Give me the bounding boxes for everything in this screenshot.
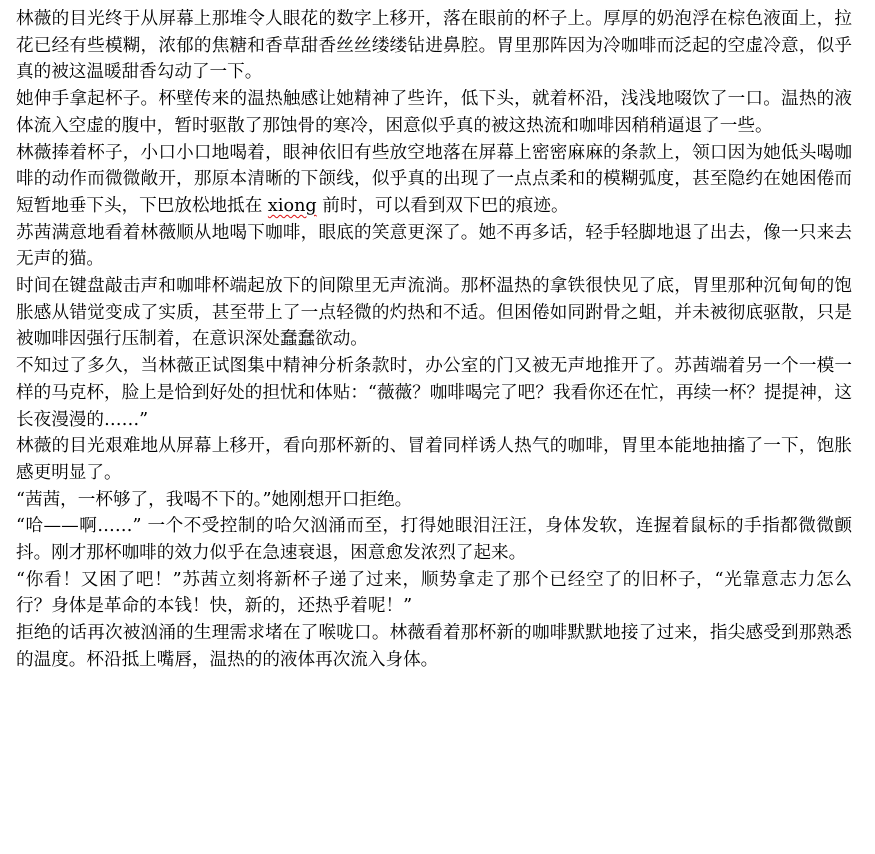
- paragraph-4: 苏茜满意地看着林薇顺从地喝下咖啡，眼底的笑意更深了。她不再多话，轻手轻脚地退了出去，像一只来去无声的猫。: [16, 222, 852, 270]
- paragraph-7: 林薇的目光艰难地从屏幕上移开，看向那杯新的、冒着同样诱人热气的咖啡，胃里本能地抽搐了一下，饱胀感更明显了。: [16, 436, 852, 483]
- paragraph-6: 不知过了多久，当林薇正试图集中精神分析条款时，办公室的门又被无声地推开了。苏茜端着另一个一模一样的马克杯，脸上是恰到好处的担忧和体贴：“薇薇？咖啡喝完了吧？我看你还在忙，再续一杯？提提神，这长夜漫漫的……”: [16, 356, 852, 430]
- paragraph-3-text-start: 林薇捧着杯子，小口小口地喝着，眼神依旧有些放空地落在屏幕上密密麻麻的条款上，领口因为她低头喝咖啡的动作而微微敞开，那原本清晰的下颌线，似乎真的出现了一点点柔和的模糊弧度，甚至隐约在她困倦而短暂地垂下头，下巴放松地抵在: [16, 142, 852, 216]
- paragraph-1: 林薇的目光终于从屏幕上那堆令人眼花的数字上移开，落在眼前的杯子上。厚厚的奶泡浮在棕色液面上，拉花已经有些模糊，浓郁的焦糖和香草甜香丝丝缕缕钻进鼻腔。胃里那阵因为冷咖啡而泛起的空虚冷意，似乎真的被这温暖甜香勾动了一下。: [16, 9, 852, 83]
- paragraph-3-text-end: 前时，可以看到双下巴的痕迹。: [316, 195, 569, 216]
- paragraph-11: 拒绝的话再次被汹涌的生理需求堵在了喉咙口。林薇看着那杯新的咖啡默默地接了过来，指尖感受到那熟悉的温度。杯沿抵上嘴唇，温热的的液体再次流入身体。: [16, 623, 852, 670]
- document-body: [16, 6, 852, 674]
- paragraph-3: [16, 140, 852, 220]
- paragraph-2: 她伸手拿起杯子。杯壁传来的温热触感让她精神了些许，低下头，就着杯沿，浅浅地啜饮了一口。温热的液体流入空虚的腹中，暂时驱散了那蚀骨的寒冷，困意似乎真的被这热流和咖啡因稍稍逼退了一些。: [16, 89, 852, 136]
- spellcheck-flagged-word[interactable]: xiong: [267, 195, 317, 216]
- paragraph-8: “茜茜，一杯够了，我喝不下的。”她刚想开口拒绝。: [16, 489, 413, 510]
- paragraph-9: “哈——啊……” 一个不受控制的哈欠汹涌而至，打得她眼泪汪汪，身体发软，连握着鼠标的手指都微微颤抖。刚才那杯咖啡的效力似乎在急速衰退，困意愈发浓烈了起来。: [16, 516, 852, 564]
- paragraph-10: “你看！又困了吧！”苏茜立刻将新杯子递了过来，顺势拿走了那个已经空了的旧杯子，“光靠意志力怎么行？身体是革命的本钱！快，新的，还热乎着呢！”: [16, 569, 852, 617]
- paragraph-5: 时间在键盘敲击声和咖啡杯端起放下的间隙里无声流淌。那杯温热的拿铁很快见了底，胃里那种沉甸甸的饱胀感从错觉变成了实质，甚至带上了一点轻微的灼热和不适。但困倦如同跗骨之蛆，并未被彻底驱散，只是被咖啡因强行压制着，在意识深处蠢蠢欲动。: [16, 276, 852, 350]
